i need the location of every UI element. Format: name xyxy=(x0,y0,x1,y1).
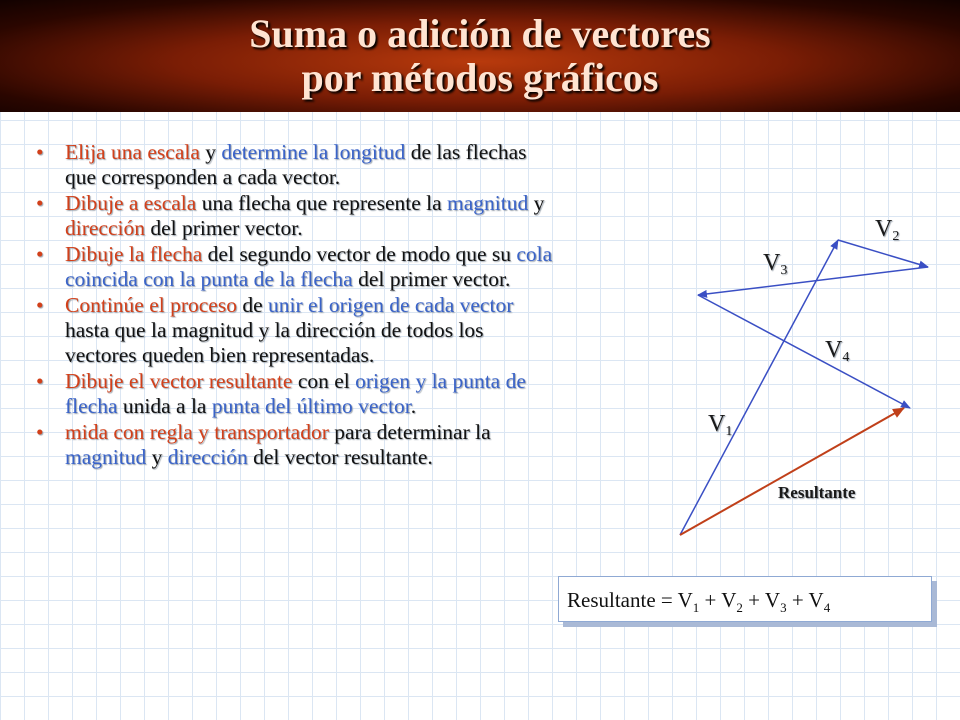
formula-term-3: $V_3$ xyxy=(764,588,787,616)
label-resultante: Resultante xyxy=(778,483,856,502)
bullet-marker: • xyxy=(36,420,44,444)
step-item xyxy=(30,191,560,241)
step-item xyxy=(30,293,560,368)
title-banner xyxy=(0,0,960,112)
step-text-segment: cola coincida con la punta de la flecha xyxy=(65,242,553,291)
step-text-segment: con el xyxy=(292,369,356,393)
step-text-segment: y xyxy=(146,445,168,469)
step-text-segment: y xyxy=(528,191,545,215)
step-text-segment: Dibuje el vector resultante xyxy=(65,369,293,393)
label-v3: V3 xyxy=(763,250,788,278)
step-text-segment: del primer vector. xyxy=(145,216,303,240)
step-text-segment: Continúe el proceso xyxy=(65,293,237,317)
formula-term-2: $V_2$ xyxy=(721,588,743,616)
step-text-segment: determine la longitud xyxy=(221,140,406,164)
step-text-segment: Elija una escala xyxy=(65,140,200,164)
formula-lhs: Resultante = xyxy=(567,588,678,612)
vector-diagram xyxy=(660,190,960,560)
vector-v2-arrow xyxy=(838,240,928,267)
step-item xyxy=(30,242,560,292)
formula-term-4: $V_4$ xyxy=(808,588,831,616)
step-text-segment: Dibuje a escala xyxy=(65,191,197,215)
step-item xyxy=(30,420,560,470)
step-text-segment: unir el origen de cada vector xyxy=(268,293,514,317)
step-text-segment: magnitud xyxy=(447,191,529,215)
step-text-segment: y xyxy=(199,140,222,164)
page-title-line-2: por métodos gráficos xyxy=(301,55,659,100)
bullet-marker: • xyxy=(36,140,44,164)
vector-v4-arrow xyxy=(698,295,910,408)
step-text-segment: unida a la xyxy=(117,394,212,418)
formula-box xyxy=(558,576,932,622)
bullet-marker: • xyxy=(36,191,44,215)
formula-term-1: $V_1$ xyxy=(677,588,700,616)
formula-plus: + xyxy=(786,588,809,612)
bullet-marker: • xyxy=(36,242,44,266)
step-text-segment: del primer vector. xyxy=(352,267,511,291)
vector-v3-arrow xyxy=(698,267,928,295)
formula-plus: + xyxy=(699,588,722,612)
step-text-segment: de las flechas que corresponden a cada vector. xyxy=(65,140,527,189)
step-text-segment: dirección xyxy=(167,445,248,469)
formula-plus: + xyxy=(742,588,765,612)
step-text-segment: origen y la punta de flecha xyxy=(65,369,526,418)
step-text-segment: de xyxy=(236,293,269,317)
steps-list xyxy=(30,140,560,471)
page-title-line-1: Suma o adición de vectores xyxy=(249,11,711,56)
step-text-segment: para determinar la xyxy=(328,420,491,444)
label-v4: V4 xyxy=(825,337,850,365)
step-text-segment: dirección xyxy=(65,216,145,240)
label-v1: V1 xyxy=(708,411,733,439)
step-text-segment: punta del último vector xyxy=(211,394,411,418)
step-text-segment: del segundo vector de modo que su xyxy=(202,242,517,266)
step-text-segment: mida con regla y transportador xyxy=(65,420,329,444)
bullet-marker: • xyxy=(36,369,44,393)
step-text-segment: una flecha que represente la xyxy=(196,191,448,215)
step-text-segment: magnitud xyxy=(65,445,147,469)
step-text-segment: Dibuje la flecha xyxy=(65,242,203,266)
label-v2: V2 xyxy=(875,216,900,244)
step-item xyxy=(30,369,560,419)
step-text-segment: . xyxy=(410,394,417,418)
step-item xyxy=(30,140,560,190)
step-text-segment: del vector resultante. xyxy=(247,445,433,469)
step-text-segment: hasta que la magnitud y la dirección de todos los vectores queden bien representadas. xyxy=(65,318,484,367)
bullet-marker: • xyxy=(36,293,44,317)
